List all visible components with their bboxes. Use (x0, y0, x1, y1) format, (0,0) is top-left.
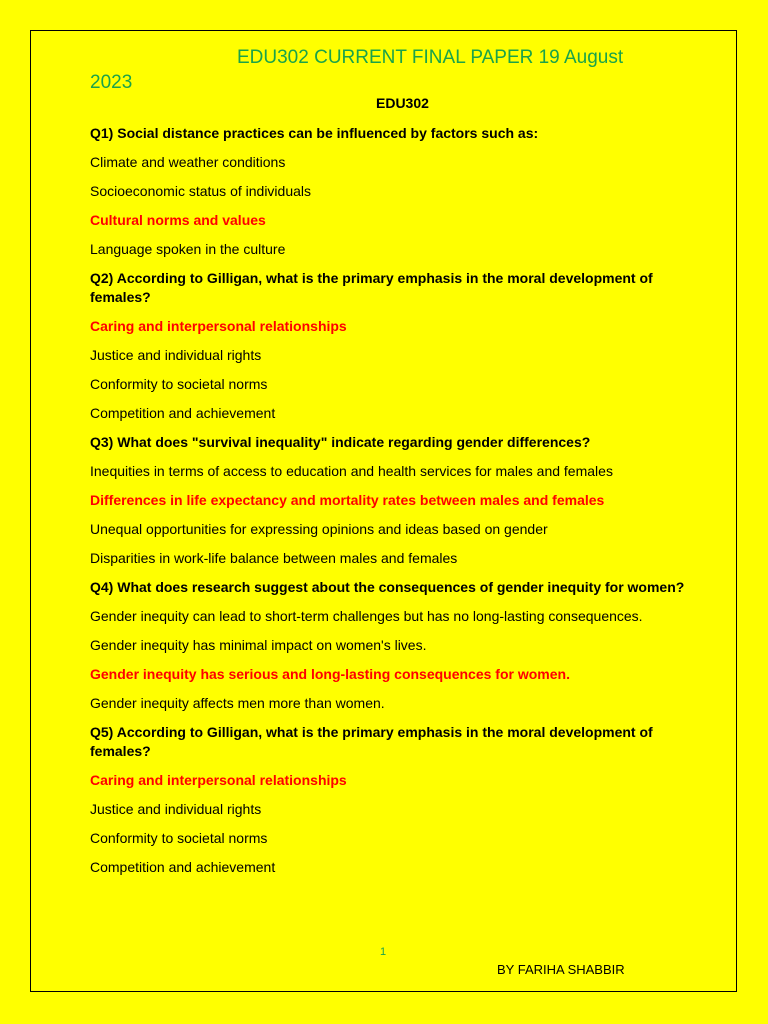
answer-option: Unequal opportunities for expressing opinions and ideas based on gender (90, 521, 548, 537)
answer-option: Language spoken in the culture (90, 241, 286, 257)
course-code: EDU302 (376, 95, 429, 111)
answer-option: Conformity to societal norms (90, 376, 268, 392)
paper-title-year: 2023 (90, 72, 133, 93)
answer-option: Climate and weather conditions (90, 154, 286, 170)
question-text: Q3) What does "survival inequality" indicate regarding gender differences? (90, 434, 591, 450)
question-block (90, 124, 690, 259)
question-text: Q1) Social distance practices can be influenced by factors such as: (90, 125, 539, 141)
author-credit: BY FARIHA SHABBIR (497, 962, 625, 977)
correct-answer-option: Caring and interpersonal relationships (90, 772, 347, 788)
answer-option: Conformity to societal norms (90, 830, 268, 846)
correct-answer-option: Differences in life expectancy and mortality rates between males and females (90, 492, 605, 508)
answer-option: Disparities in work-life balance between males and females (90, 550, 458, 566)
answer-option: Gender inequity can lead to short-term challenges but has no long-lasting consequences. (90, 608, 643, 624)
question-block (90, 269, 690, 423)
question-text: Q5) According to Gilligan, what is the primary emphasis in the moral development of females? (90, 724, 653, 759)
question-block (90, 723, 690, 877)
question-block (90, 578, 690, 713)
answer-option: Justice and individual rights (90, 801, 262, 817)
answer-option: Competition and achievement (90, 405, 276, 421)
answer-option: Gender inequity has minimal impact on women's lives. (90, 637, 427, 653)
answer-option: Gender inequity affects men more than women. (90, 695, 385, 711)
correct-answer-option: Caring and interpersonal relationships (90, 318, 347, 334)
answer-option: Socioeconomic status of individuals (90, 183, 312, 199)
question-block (90, 433, 690, 568)
question-text: Q2) According to Gilligan, what is the primary emphasis in the moral development of females? (90, 270, 653, 305)
answer-option: Inequities in terms of access to education and health services for males and females (90, 463, 613, 479)
correct-answer-option: Cultural norms and values (90, 212, 266, 228)
question-text: Q4) What does research suggest about the consequences of gender inequity for women? (90, 579, 685, 595)
page-number: 1 (380, 946, 387, 958)
questions-list (90, 124, 690, 887)
answer-option: Justice and individual rights (90, 347, 262, 363)
paper-title: EDU302 CURRENT FINAL PAPER 19 August (237, 47, 624, 68)
correct-answer-option: Gender inequity has serious and long-lasting consequences for women. (90, 666, 570, 682)
answer-option: Competition and achievement (90, 859, 276, 875)
